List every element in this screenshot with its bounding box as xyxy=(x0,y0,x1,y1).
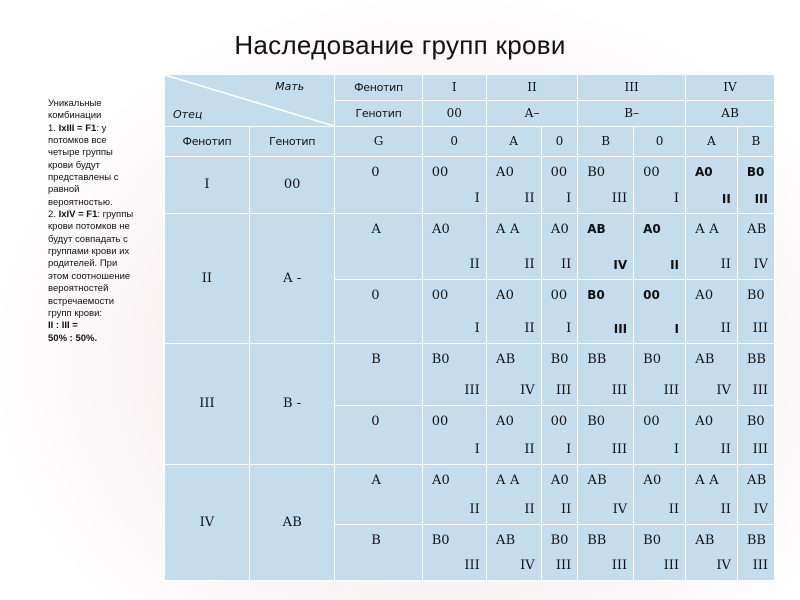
offspring-phenotype: I xyxy=(674,321,679,336)
offspring-phenotype: II xyxy=(668,501,679,517)
offspring-phenotype: III xyxy=(611,441,628,457)
offspring-cell xyxy=(737,213,775,279)
mother-genotype-label: Генотип xyxy=(335,100,422,126)
offspring-phenotype: II xyxy=(720,320,731,336)
offspring-genotype: А А xyxy=(695,221,719,237)
father-phenotype: IV xyxy=(164,464,249,581)
offspring-cell xyxy=(634,405,686,464)
father-phenotype: II xyxy=(164,213,249,343)
offspring-phenotype: I xyxy=(474,190,480,206)
offspring-phenotype: II xyxy=(524,190,535,206)
offspring-genotype: 00 xyxy=(550,413,568,429)
offspring-phenotype: IV xyxy=(612,501,628,517)
offspring-genotype: 00 xyxy=(550,164,568,180)
mother-phenotype: II xyxy=(486,74,578,100)
offspring-genotype: А0 xyxy=(695,413,714,429)
notes-intro: Уникальные комбинации xyxy=(48,98,102,122)
mother-phenotype: IV xyxy=(686,74,776,100)
mother-gamete: А xyxy=(486,126,541,156)
offspring-cell xyxy=(422,156,486,213)
mother-genotype: В– xyxy=(578,100,686,126)
offspring-genotype: А0 xyxy=(495,413,514,429)
blood-inheritance-table xyxy=(163,73,776,582)
offspring-phenotype: IV xyxy=(753,256,768,272)
offspring-phenotype: III xyxy=(754,191,768,206)
mother-label: Мать xyxy=(275,80,305,93)
offspring-genotype: А0 xyxy=(550,472,569,488)
offspring-cell xyxy=(686,343,738,405)
father-genotype: АВ xyxy=(249,464,334,581)
notes-panel xyxy=(48,98,140,345)
corner-header xyxy=(164,74,335,126)
offspring-phenotype: III xyxy=(555,382,572,398)
offspring-genotype: А0 xyxy=(495,287,514,303)
father-gamete: В xyxy=(335,524,422,581)
offspring-phenotype: IV xyxy=(613,257,628,272)
offspring-cell xyxy=(541,343,578,405)
offspring-genotype: А0 xyxy=(550,221,569,237)
mother-gamete: А xyxy=(686,126,738,156)
mother-genotype: АВ xyxy=(686,100,776,126)
page-title: Наследование групп крови xyxy=(234,30,566,60)
offspring-genotype: В0 xyxy=(431,532,450,548)
offspring-phenotype: I xyxy=(673,441,679,457)
father-genotype: В - xyxy=(249,343,334,464)
offspring-cell xyxy=(686,213,738,279)
mother-genotype: 00 xyxy=(422,100,486,126)
offspring-phenotype: II xyxy=(560,501,572,517)
father-phenotype-label: Фенотип xyxy=(164,126,249,156)
offspring-genotype: ВВ xyxy=(746,351,766,367)
offspring-cell xyxy=(578,156,634,213)
offspring-phenotype: III xyxy=(611,558,628,573)
offspring-cell xyxy=(541,405,578,464)
offspring-genotype: В0 xyxy=(431,351,450,367)
offspring-cell xyxy=(634,343,686,405)
offspring-cell xyxy=(737,156,775,213)
offspring-phenotype: IV xyxy=(520,382,535,398)
father-gamete: 0 xyxy=(335,405,422,464)
offspring-phenotype: II xyxy=(720,441,731,457)
offspring-cell xyxy=(578,464,634,524)
offspring-cell xyxy=(737,343,775,405)
mother-gamete: В xyxy=(578,126,634,156)
offspring-genotype: В0 xyxy=(587,164,606,180)
offspring-cell xyxy=(686,524,738,581)
mother-gamete: 0 xyxy=(634,126,686,156)
offspring-phenotype: III xyxy=(752,558,768,573)
offspring-cell xyxy=(422,279,486,343)
offspring-genotype: АВ xyxy=(695,532,715,548)
offspring-phenotype: III xyxy=(613,321,628,336)
offspring-phenotype: II xyxy=(469,256,480,272)
offspring-genotype: 00 xyxy=(431,164,449,180)
offspring-cell xyxy=(578,405,634,464)
offspring-genotype: АВ xyxy=(495,351,516,367)
offspring-genotype: АВ xyxy=(746,472,767,488)
mother-phenotype: III xyxy=(578,74,686,100)
offspring-cell xyxy=(486,524,541,581)
offspring-genotype: А0 xyxy=(643,221,661,236)
offspring-cell xyxy=(422,464,486,524)
mother-phenotype: I xyxy=(422,74,486,100)
offspring-phenotype: III xyxy=(555,558,572,573)
offspring-phenotype: III xyxy=(752,441,768,457)
offspring-genotype: В0 xyxy=(746,164,765,179)
table-row xyxy=(164,156,775,213)
offspring-cell xyxy=(686,405,738,464)
offspring-cell xyxy=(541,524,578,581)
offspring-genotype: А А xyxy=(695,472,719,488)
offspring-genotype: А А xyxy=(495,221,520,237)
offspring-cell xyxy=(422,343,486,405)
offspring-phenotype: II xyxy=(524,320,535,336)
table-row xyxy=(164,343,775,405)
offspring-cell xyxy=(486,343,541,405)
offspring-genotype: АВ xyxy=(587,221,606,236)
offspring-genotype: В0 xyxy=(643,532,661,548)
offspring-cell xyxy=(486,156,541,213)
offspring-genotype: В0 xyxy=(643,351,661,367)
offspring-phenotype: III xyxy=(464,558,480,573)
mother-gamete: 0 xyxy=(541,126,578,156)
offspring-phenotype: II xyxy=(720,256,731,272)
father-label: Отец xyxy=(173,107,203,121)
offspring-genotype: 00 xyxy=(550,287,568,303)
offspring-cell xyxy=(634,464,686,524)
offspring-cell xyxy=(634,213,686,279)
offspring-phenotype: II xyxy=(721,191,731,206)
offspring-phenotype: I xyxy=(474,441,480,457)
offspring-genotype: ВВ xyxy=(746,532,766,548)
offspring-genotype: А0 xyxy=(695,287,714,303)
offspring-genotype: В0 xyxy=(550,532,569,548)
offspring-cell xyxy=(686,464,738,524)
father-gamete: В xyxy=(335,343,422,405)
father-genotype: 00 xyxy=(249,156,334,213)
offspring-cell xyxy=(578,343,634,405)
father-gamete: А xyxy=(335,213,422,279)
father-gamete: А xyxy=(335,464,422,524)
offspring-genotype: АВ xyxy=(587,472,607,488)
offspring-genotype: А0 xyxy=(431,472,450,488)
father-genotype-label: Генотип xyxy=(249,126,334,156)
offspring-phenotype: III xyxy=(611,382,628,398)
offspring-genotype: В0 xyxy=(587,287,605,302)
offspring-phenotype: I xyxy=(474,320,480,336)
mother-gamete: В xyxy=(737,126,775,156)
offspring-genotype: АВ xyxy=(495,532,516,548)
offspring-genotype: 00 xyxy=(643,413,660,429)
offspring-phenotype: III xyxy=(611,190,628,206)
father-gamete: 0 xyxy=(335,279,422,343)
offspring-phenotype: II xyxy=(524,256,535,272)
notes-rule-2: 2. IxIV = F1: группы крови потомков не будут совпадать с группами крови их родителей. При этом соотношение вероятностей встречаемости групп крови: xyxy=(48,209,134,319)
offspring-phenotype: IV xyxy=(716,558,731,573)
gamete-label: G xyxy=(335,126,422,156)
offspring-genotype: АВ xyxy=(746,221,767,237)
offspring-genotype: В0 xyxy=(746,287,765,303)
offspring-cell xyxy=(686,156,738,213)
table-row xyxy=(164,464,775,524)
offspring-cell xyxy=(578,524,634,581)
offspring-cell xyxy=(422,524,486,581)
offspring-genotype: ВВ xyxy=(587,532,607,548)
mother-gamete: 0 xyxy=(422,126,486,156)
offspring-cell xyxy=(486,213,541,279)
offspring-genotype: ВВ xyxy=(587,351,607,367)
father-phenotype: III xyxy=(164,343,249,464)
offspring-cell xyxy=(541,464,578,524)
father-phenotype: I xyxy=(164,156,249,213)
table-row xyxy=(164,213,775,279)
offspring-phenotype: II xyxy=(720,501,731,517)
offspring-phenotype: III xyxy=(663,382,679,398)
offspring-cell xyxy=(634,524,686,581)
offspring-phenotype: I xyxy=(566,441,572,457)
offspring-phenotype: III xyxy=(752,320,768,336)
offspring-genotype: А0 xyxy=(431,221,450,237)
offspring-genotype: В0 xyxy=(550,351,569,367)
offspring-phenotype: II xyxy=(524,441,535,457)
offspring-genotype: А0 xyxy=(495,164,514,180)
offspring-cell xyxy=(486,464,541,524)
offspring-genotype: 00 xyxy=(431,413,449,429)
offspring-cell xyxy=(422,405,486,464)
offspring-cell xyxy=(541,213,578,279)
offspring-genotype: А А xyxy=(495,472,520,488)
offspring-phenotype: I xyxy=(566,320,572,336)
offspring-cell xyxy=(541,156,578,213)
offspring-phenotype: I xyxy=(566,190,572,206)
offspring-phenotype: III xyxy=(752,382,768,398)
offspring-genotype: А0 xyxy=(695,164,713,179)
offspring-cell xyxy=(578,213,634,279)
offspring-cell xyxy=(634,156,686,213)
offspring-cell xyxy=(541,279,578,343)
offspring-genotype: 00 xyxy=(431,287,449,303)
offspring-phenotype: III xyxy=(663,558,679,573)
offspring-phenotype: II xyxy=(560,256,572,272)
offspring-genotype: 00 xyxy=(643,164,660,180)
offspring-genotype: А0 xyxy=(643,472,662,488)
offspring-phenotype: II xyxy=(469,501,480,517)
offspring-genotype: АВ xyxy=(695,351,715,367)
offspring-cell xyxy=(486,405,541,464)
offspring-phenotype: I xyxy=(673,190,679,206)
offspring-genotype: В0 xyxy=(587,413,606,429)
offspring-cell xyxy=(486,279,541,343)
offspring-phenotype: IV xyxy=(716,382,731,398)
offspring-phenotype: II xyxy=(524,501,535,517)
offspring-cell xyxy=(422,213,486,279)
offspring-cell xyxy=(578,279,634,343)
notes-rule-1: 1. IxIII = F1: у потомков все четыре группы крови будут представлены с равной вероятностью. xyxy=(48,122,119,208)
father-gamete: 0 xyxy=(335,156,422,213)
offspring-cell xyxy=(737,524,775,581)
offspring-cell xyxy=(737,405,775,464)
mother-genotype: А– xyxy=(486,100,578,126)
offspring-phenotype: II xyxy=(670,257,679,272)
offspring-genotype: 00 xyxy=(643,287,660,302)
offspring-genotype: В0 xyxy=(746,413,765,429)
notes-ratio: II : III = 50% : 50%. xyxy=(48,320,98,344)
father-genotype: А - xyxy=(249,213,334,343)
offspring-cell xyxy=(686,279,738,343)
offspring-cell xyxy=(634,279,686,343)
offspring-cell xyxy=(737,464,775,524)
offspring-phenotype: III xyxy=(464,382,480,398)
mother-phenotype-label: Фенотип xyxy=(335,74,422,100)
offspring-cell xyxy=(737,279,775,343)
offspring-phenotype: IV xyxy=(520,558,535,573)
offspring-phenotype: IV xyxy=(753,501,768,517)
